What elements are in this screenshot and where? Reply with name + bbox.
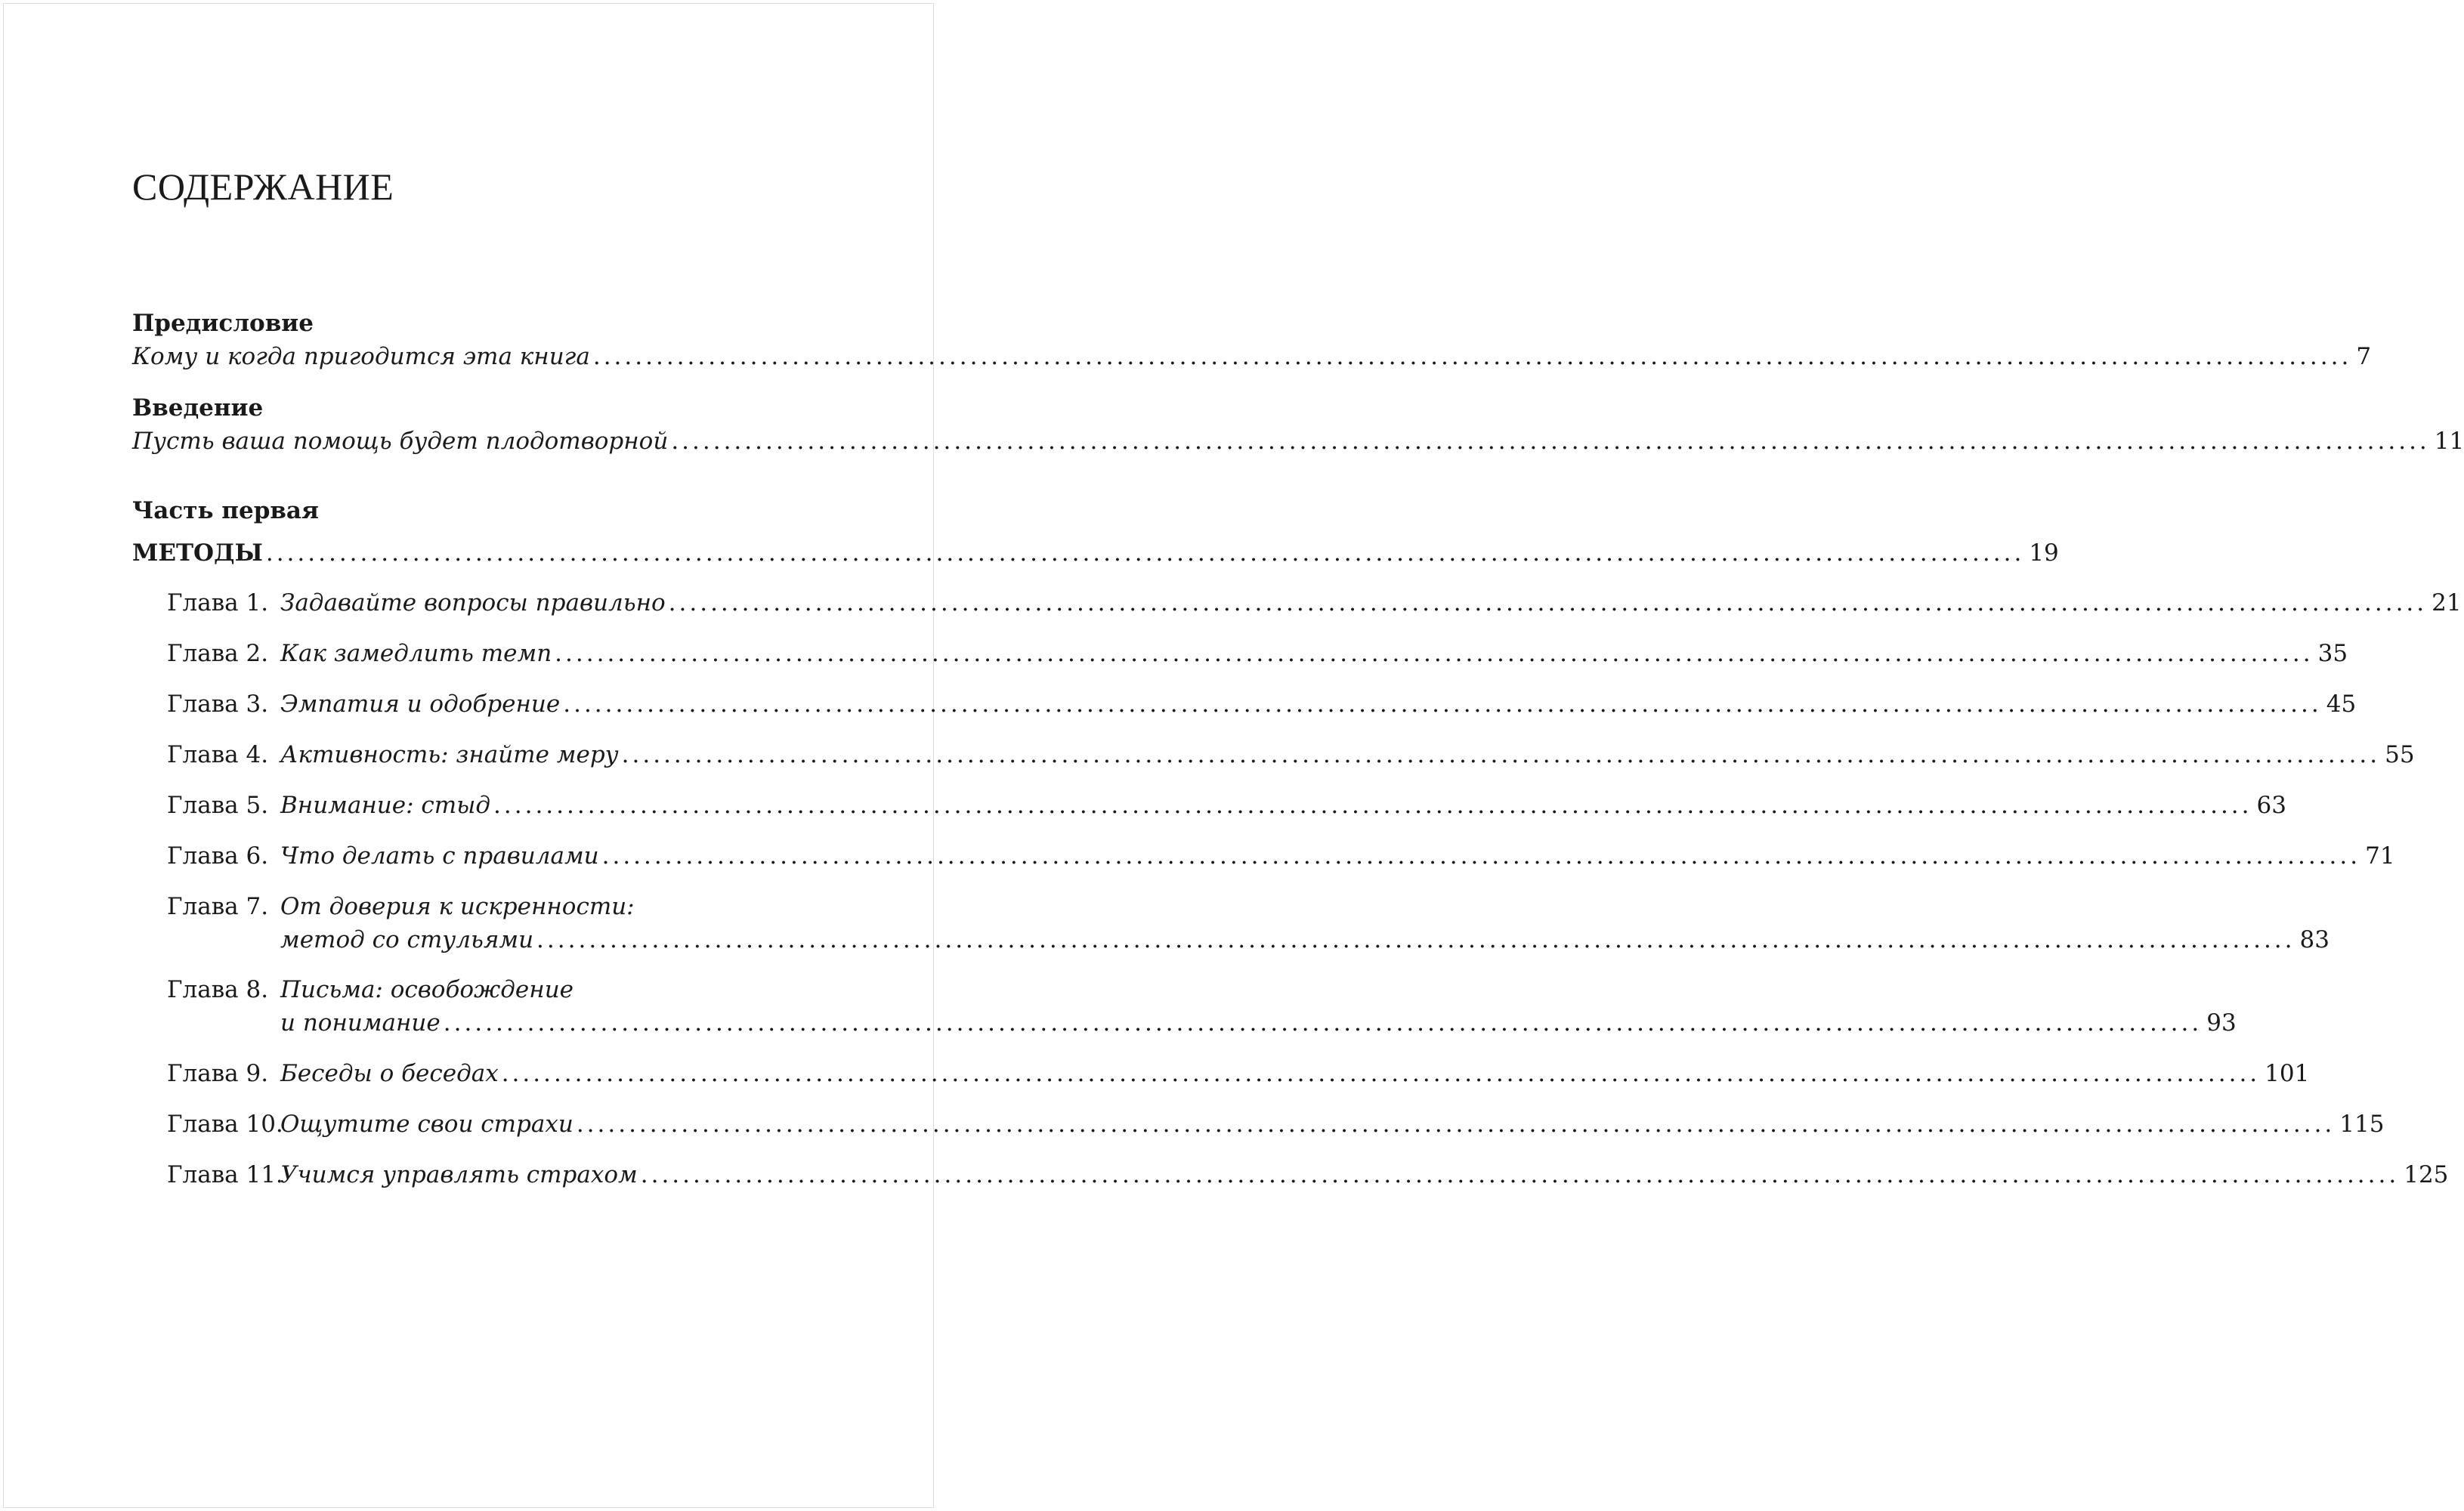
chapter-number: Глава 2. [167, 640, 269, 667]
chapter-title: Как замедлить темп [280, 640, 552, 667]
page-number: 7 [2356, 343, 2372, 370]
chapter-title: Эмпатия и одобрение [280, 691, 561, 718]
page-number: 101 [2265, 1060, 2310, 1087]
chapter-number: Глава 11. [167, 1161, 283, 1188]
chapter-title: Учимся управлять страхом [280, 1161, 638, 1188]
page-number: 55 [2385, 741, 2415, 768]
chapter-number: Глава 5. [167, 792, 269, 819]
chapter-title: Активность: знайте меру [280, 741, 619, 768]
chapter-title: и понимание [280, 1009, 441, 1037]
page-number: 71 [2365, 842, 2395, 870]
toc-entry-preface[interactable] [132, 341, 2372, 372]
dot-leader: ........................................................................................................................................................................ [536, 926, 2296, 953]
dot-leader: ........................................................................................................................................................................ [640, 1161, 2400, 1188]
dot-leader: ........................................................................................................................................................................ [555, 640, 2314, 667]
chapter-number: Глава 6. [167, 842, 269, 870]
chapter-title-line1: От доверия к искренности: [280, 893, 635, 920]
chapter-number: Глава 3. [167, 691, 269, 718]
dot-leader: ........................................................................................................................................................................ [671, 428, 2430, 455]
dot-leader: ........................................................................................................................................................................ [668, 589, 2428, 616]
chapter-title: Что делать с правилами [280, 842, 599, 870]
dot-leader: ........................................................................................................................................................................ [576, 1111, 2336, 1138]
entry-title: Пусть ваша помощь будет плодотворной [132, 428, 669, 455]
page-number: 63 [2256, 792, 2286, 819]
page-number: 19 [2029, 539, 2059, 567]
chapter-number: Глава 1. [167, 589, 269, 616]
toc-entry-part-one[interactable] [132, 538, 2059, 568]
part-one-heading: Часть первая [132, 497, 319, 524]
dot-leader: ........................................................................................................................................................................ [493, 792, 2252, 819]
dot-leader: ........................................................................................................................................................................ [592, 343, 2352, 370]
page-number: 11 [2434, 428, 2464, 455]
dot-leader: ........................................................................................................................................................................ [563, 691, 2322, 718]
dot-leader: ........................................................................................................................................................................ [501, 1060, 2261, 1087]
page-title: СОДЕРЖАНИЕ [132, 165, 394, 208]
dot-leader: ........................................................................................................................................................................ [265, 539, 2025, 567]
page-number: 45 [2326, 691, 2357, 718]
entry-title: Кому и когда пригодится эта книга [132, 343, 590, 370]
chapter-number: Глава 7. [167, 893, 269, 920]
chapter-title: Ощутите свои страхи [280, 1111, 573, 1138]
chapter-title: Внимание: стыд [280, 792, 491, 819]
dot-leader: ........................................................................................................................................................................ [601, 842, 2361, 870]
dot-leader: ........................................................................................................................................................................ [621, 741, 2381, 768]
chapter-title: Беседы о беседах [280, 1060, 499, 1087]
intro-heading: Введение [132, 394, 264, 422]
chapter-number: Глава 10. [167, 1111, 283, 1138]
page-number: 35 [2317, 640, 2348, 667]
preface-heading: Предисловие [132, 310, 314, 337]
dot-leader: ........................................................................................................................................................................ [443, 1009, 2203, 1037]
chapter-title: метод со стульями [280, 926, 534, 953]
chapter-number: Глава 9. [167, 1060, 269, 1087]
chapter-title: Задавайте вопросы правильно [280, 589, 666, 616]
chapter-number: Глава 4. [167, 741, 269, 768]
entry-title: МЕТОДЫ [132, 539, 263, 567]
chapter-number: Глава 8. [167, 976, 269, 1003]
toc-entry-intro[interactable] [132, 426, 2464, 456]
page-number: 125 [2404, 1161, 2449, 1188]
chapter-title-line1: Письма: освобождение [280, 976, 573, 1003]
page-number: 93 [2206, 1009, 2237, 1037]
page-number: 83 [2299, 926, 2330, 953]
page-number: 115 [2339, 1111, 2385, 1138]
page-number: 21 [2432, 589, 2462, 616]
